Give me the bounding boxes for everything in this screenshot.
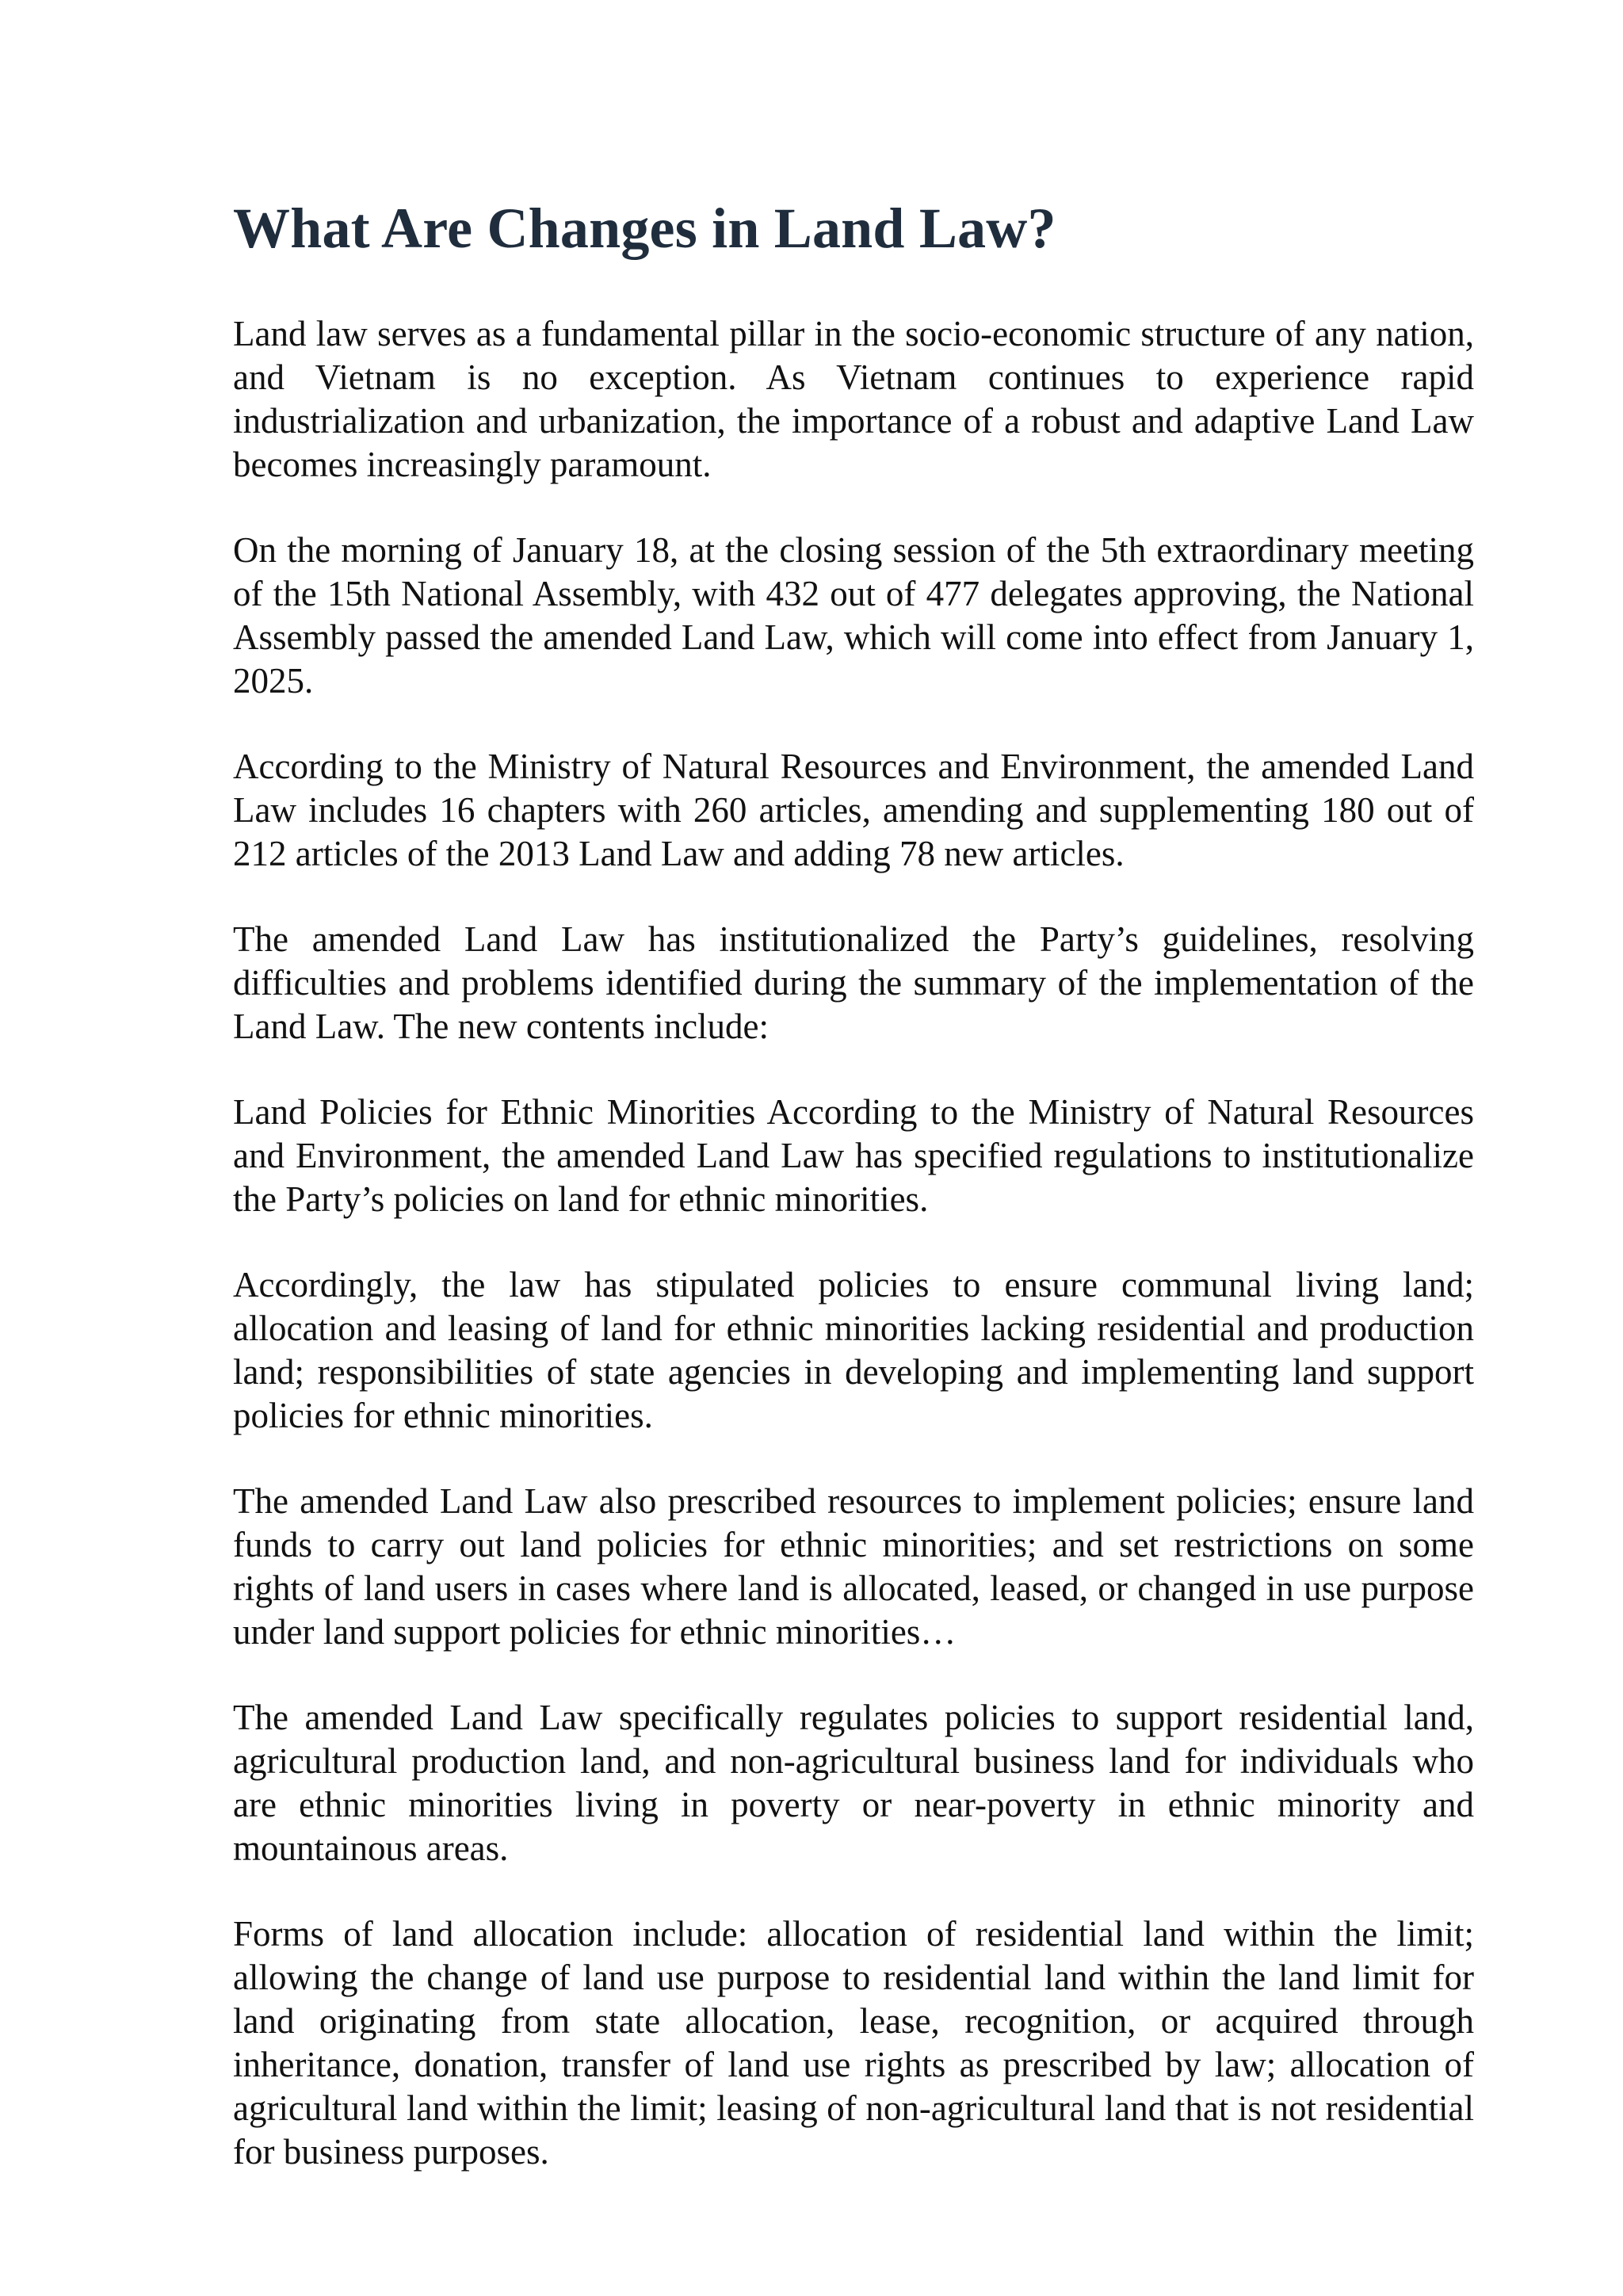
paragraph-intro: Land law serves as a fundamental pillar in the socio-economic structure of any nation, and Vietnam is no exception. As Vietnam continues to experience rapid industrialization and urbanization, the importance of a robust and adaptive Land Law becomes increasingly paramount. [233, 314, 1474, 484]
paragraph-ethnic-minorities-policy: Land Policies for Ethnic Minorities According to the Ministry of Natural Resources and Environment, the amended Land Law has specified regulations to institutionalize the Party’s policies on land for ethnic minorities. [233, 1092, 1474, 1219]
paragraph-assembly-vote: On the morning of January 18, at the closing session of the 5th extraordinary meeting of the 15th National Assembly, with 432 out of 477 delegates approving, the National Assembly passed the amended Land Law, which will come into effect from January 1, 2025. [233, 530, 1474, 701]
paragraph-resources: The amended Land Law also prescribed resources to implement policies; ensure land funds to carry out land policies for ethnic minorities; and set restrictions on some rights of land users in cases where land is allocated, leased, or changed in use purpose under land support policies for ethnic minorities… [233, 1481, 1474, 1652]
paragraph-party-guidelines: The amended Land Law has institutionalized the Party’s guidelines, resolving difficulties and problems identified during the summary of the implementation of the Land Law. The new contents include: [233, 919, 1474, 1046]
paragraph-support-policies: The amended Land Law specifically regulates policies to support residential land, agricultural production land, and non-agricultural business land for individuals who are ethnic minorities living in poverty or near-poverty in ethnic minority and mountainous areas. [233, 1698, 1474, 1868]
paragraph-allocation-forms: Forms of land allocation include: allocation of residential land within the limit; allowing the change of land use purpose to residential land within the land limit for land originating from state allocation, lease, recognition, or acquired through inheritance, donation, transfer of land use rights as prescribed by law; allocation of agricultural land within the limit; leasing of non-agricultural land that is not residential for business purposes. [233, 1914, 1474, 2172]
page-title: What Are Changes in Land Law? [233, 197, 1056, 260]
paragraph-law-structure: According to the Ministry of Natural Resources and Environment, the amended Land Law includes 16 chapters with 260 articles, amending and supplementing 180 out of 212 articles of the 2013 Land Law and adding 78 new articles. [233, 747, 1474, 873]
article-body [233, 189, 1474, 2174]
paragraph-stipulated-policies: Accordingly, the law has stipulated policies to ensure communal living land; allocation and leasing of land for ethnic minorities lacking residential and production land; responsibilities of state agencies in developing and implementing land support policies for ethnic minorities. [233, 1265, 1474, 1435]
